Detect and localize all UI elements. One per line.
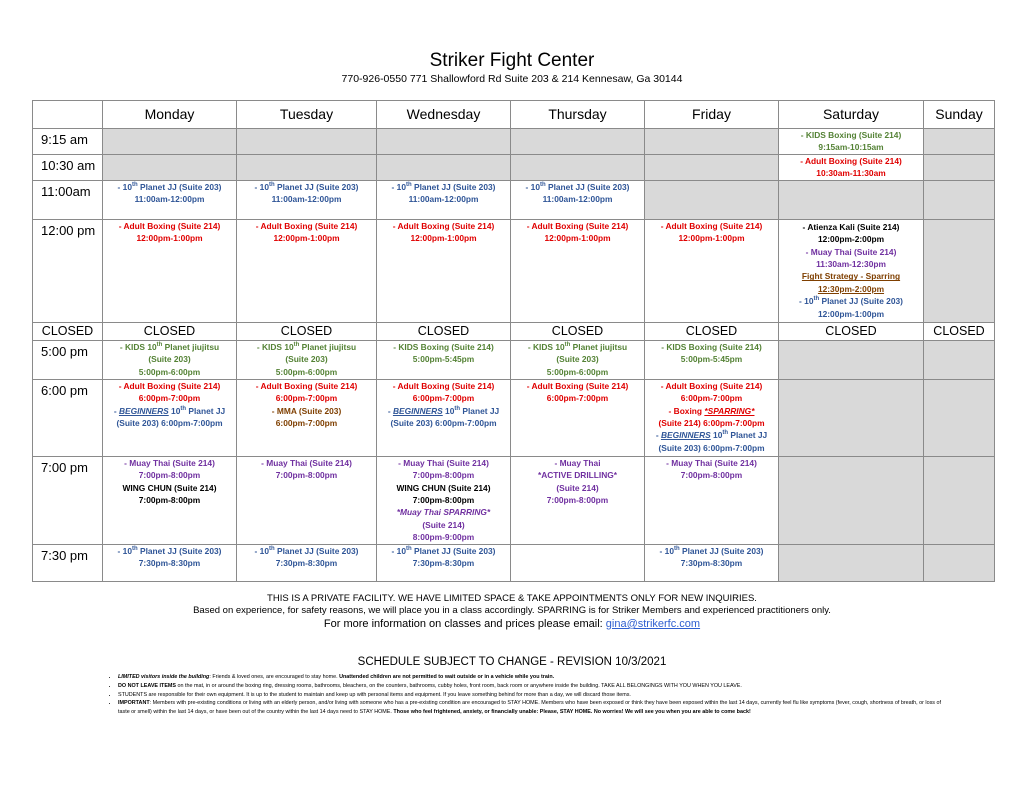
day-wednesday: Wednesday bbox=[377, 101, 511, 129]
class-cell: - Adult Boxing (Suite 214) 12:00pm-1:00pm bbox=[377, 219, 511, 322]
class-cell: - KIDS 10th Planet jiujitsu (Suite 203) 5:00pm-6:00pm bbox=[103, 340, 237, 379]
class-cell: - 10th Planet JJ (Suite 203) 11:00am-12:00pm bbox=[237, 180, 377, 219]
email-link[interactable]: gina@strikerfc.com bbox=[605, 618, 701, 630]
contact-line: For more information on classes and prices please email: gina@strikerfc.com bbox=[323, 618, 701, 630]
time-label: 7:30 pm bbox=[33, 544, 103, 581]
class-cell: - 10th Planet JJ (Suite 203) 7:30pm-8:30pm bbox=[645, 544, 779, 581]
row-500 bbox=[33, 340, 995, 379]
day-thursday: Thursday bbox=[511, 101, 645, 129]
time-label: 10:30 am bbox=[33, 155, 103, 181]
class-cell: - Muay Thai (Suite 214) 7:00pm-8:00pm WING CHUN (Suite 214) 7:00pm-8:00pm bbox=[103, 456, 237, 544]
class-cell: - Adult Boxing (Suite 214) 6:00pm-7:00pm bbox=[511, 379, 645, 456]
class-cell: - Adult Boxing (Suite 214) 6:00pm-7:00pm - BEGINNERS 10th Planet JJ (Suite 203) 6:00pm-7:00pm bbox=[103, 379, 237, 456]
day-friday: Friday bbox=[645, 101, 779, 129]
day-tuesday: Tuesday bbox=[237, 101, 377, 129]
class-cell: - 10th Planet JJ (Suite 203) 11:00am-12:00pm bbox=[377, 180, 511, 219]
time-label: 7:00 pm bbox=[33, 456, 103, 544]
class-cell: - Adult Boxing (Suite 214) 6:00pm-7:00pm - BEGINNERS 10th Planet JJ (Suite 203) 6:00pm-7:00pm bbox=[377, 379, 511, 456]
class-cell: - Muay Thai *ACTIVE DRILLING* (Suite 214) 7:00pm-8:00pm bbox=[511, 456, 645, 544]
day-saturday: Saturday bbox=[779, 101, 924, 129]
private-facility-notice: THIS IS A PRIVATE FACILITY. WE HAVE LIMITED SPACE & TAKE APPOINTMENTS ONLY FOR NEW INQUIRIES. bbox=[267, 593, 757, 604]
class-cell: - 10th Planet JJ (Suite 203) 11:00am-12:00pm bbox=[511, 180, 645, 219]
time-label: 9:15 am bbox=[33, 129, 103, 155]
time-label: 6:00 pm bbox=[33, 379, 103, 456]
class-cell: - KIDS Boxing (Suite 214) 5:00pm-5:45pm bbox=[377, 340, 511, 379]
row-1030 bbox=[33, 155, 995, 181]
class-cell: - 10th Planet JJ (Suite 203) 11:00am-12:00pm bbox=[103, 180, 237, 219]
class-cell: - Adult Boxing (Suite 214) 6:00pm-7:00pm - MMA (Suite 203) 6:00pm-7:00pm bbox=[237, 379, 377, 456]
class-cell: - KIDS Boxing (Suite 214) 5:00pm-5:45pm bbox=[645, 340, 779, 379]
rule-item: • IMPORTANT: Members with pre-existing conditions or living with an elderly person, and/or living with someone who has a pre-existing condition are encouraged to STAY HOME. Members who have been exposed or think they have been exposed within the last 14 days, currently feel flu like symptoms (fever, cough, shortness of breath, or loss of taste or smell) within the last 14 days, or have been out of the country within the last 14 days need to STAY HOME. Those who feel frightened, anxiety, or financially unable: Please, STAY HOME. No worries! We will see you when you are able to come back! bbox=[118, 699, 953, 717]
row-600 bbox=[33, 379, 995, 456]
header-row bbox=[33, 101, 995, 129]
row-730 bbox=[33, 544, 995, 581]
class-cell: - Muay Thai (Suite 214) 7:00pm-8:00pm WING CHUN (Suite 214) 7:00pm-8:00pm *Muay Thai SPARRING* (Suite 214) 8:00pm-9:00pm bbox=[377, 456, 511, 544]
experience-notice: Based on experience, for safety reasons, we will place you in a class accordingly. SPARRING is for Striker Members and experienced practitioners only. bbox=[193, 605, 831, 616]
class-cell: - 10th Planet JJ (Suite 203) 7:30pm-8:30pm bbox=[377, 544, 511, 581]
class-cell: - KIDS 10th Planet jiujitsu (Suite 203) 5:00pm-6:00pm bbox=[511, 340, 645, 379]
class-cell: - Adult Boxing (Suite 214) 12:00pm-1:00pm bbox=[511, 219, 645, 322]
class-cell: - Muay Thai (Suite 214) 7:00pm-8:00pm bbox=[645, 456, 779, 544]
day-monday: Monday bbox=[103, 101, 237, 129]
page-title: Striker Fight Center bbox=[429, 50, 595, 71]
address-line: 770-926-0550 771 Shallowford Rd Suite 203 & 214 Kennesaw, Ga 30144 bbox=[341, 73, 683, 85]
class-cell: - Adult Boxing (Suite 214) 6:00pm-7:00pm - Boxing *SPARRING* (Suite 214) 6:00pm-7:00pm - BEGINNERS 10th Planet JJ (Suite 203) 6:00pm-7:00pm bbox=[645, 379, 779, 456]
class-cell: - Adult Boxing (Suite 214) 12:00pm-1:00pm bbox=[103, 219, 237, 322]
class-cell: - Adult Boxing (Suite 214) 10:30am-11:30am bbox=[779, 155, 924, 181]
class-cell: - Muay Thai (Suite 214) 7:00pm-8:00pm bbox=[237, 456, 377, 544]
time-label: 12:00 pm bbox=[33, 219, 103, 322]
row-1100 bbox=[33, 180, 995, 219]
class-cell: - Adult Boxing (Suite 214) 12:00pm-1:00pm bbox=[645, 219, 779, 322]
rule-item: • STUDENTS are responsible for their own equipment. It is up to the student to maintain and keep up with personal items and equipment. If you leave something behind for more than a day, we will discard those items. bbox=[118, 691, 953, 700]
class-cell: - 10th Planet JJ (Suite 203) 7:30pm-8:30pm bbox=[237, 544, 377, 581]
time-label: 5:00 pm bbox=[33, 340, 103, 379]
class-cell: - KIDS 10th Planet jiujitsu (Suite 203) 5:00pm-6:00pm bbox=[237, 340, 377, 379]
corner-cell bbox=[33, 101, 103, 129]
class-cell: - 10th Planet JJ (Suite 203) 7:30pm-8:30pm bbox=[103, 544, 237, 581]
row-closed: CLOSED CLOSED CLOSED CLOSED CLOSED CLOSED CLOSED CLOSED bbox=[33, 322, 995, 340]
day-sunday: Sunday bbox=[924, 101, 995, 129]
rule-item: • LIMITED visitors inside the building: Friends & loved ones, are encouraged to stay home. Unattended children are not permitted to wait outside or in a vehicle while you train. bbox=[118, 673, 953, 682]
rules-list bbox=[100, 673, 953, 717]
revision-notice: SCHEDULE SUBJECT TO CHANGE - REVISION 10/3/2021 bbox=[357, 656, 667, 668]
time-label: 11:00am bbox=[33, 180, 103, 219]
row-700 bbox=[33, 456, 995, 544]
class-cell: - KIDS Boxing (Suite 214) 9:15am-10:15am bbox=[779, 129, 924, 155]
row-915 bbox=[33, 129, 995, 155]
class-cell: - Atienza Kali (Suite 214) 12:00pm-2:00pm - Muay Thai (Suite 214) 11:30am-12:30pm Fight Strategy - Sparring 12:30pm-2:00pm - 10th Planet JJ (Suite 203) 12:00pm-1:00pm bbox=[779, 219, 924, 322]
class-cell: - Adult Boxing (Suite 214) 12:00pm-1:00pm bbox=[237, 219, 377, 322]
closed-label: CLOSED bbox=[33, 322, 103, 340]
schedule-table bbox=[32, 100, 995, 582]
rule-item: • DO NOT LEAVE ITEMS on the mat, in or around the boxing ring, dressing rooms, bathrooms, bleachers, on the counters, bathrooms, cubby holes, front room, back room or anywhere inside the building. TAKE ALL BELONGINGS WITH YOU WHEN YOU LEAVE. bbox=[118, 682, 953, 691]
row-1200 bbox=[33, 219, 995, 322]
